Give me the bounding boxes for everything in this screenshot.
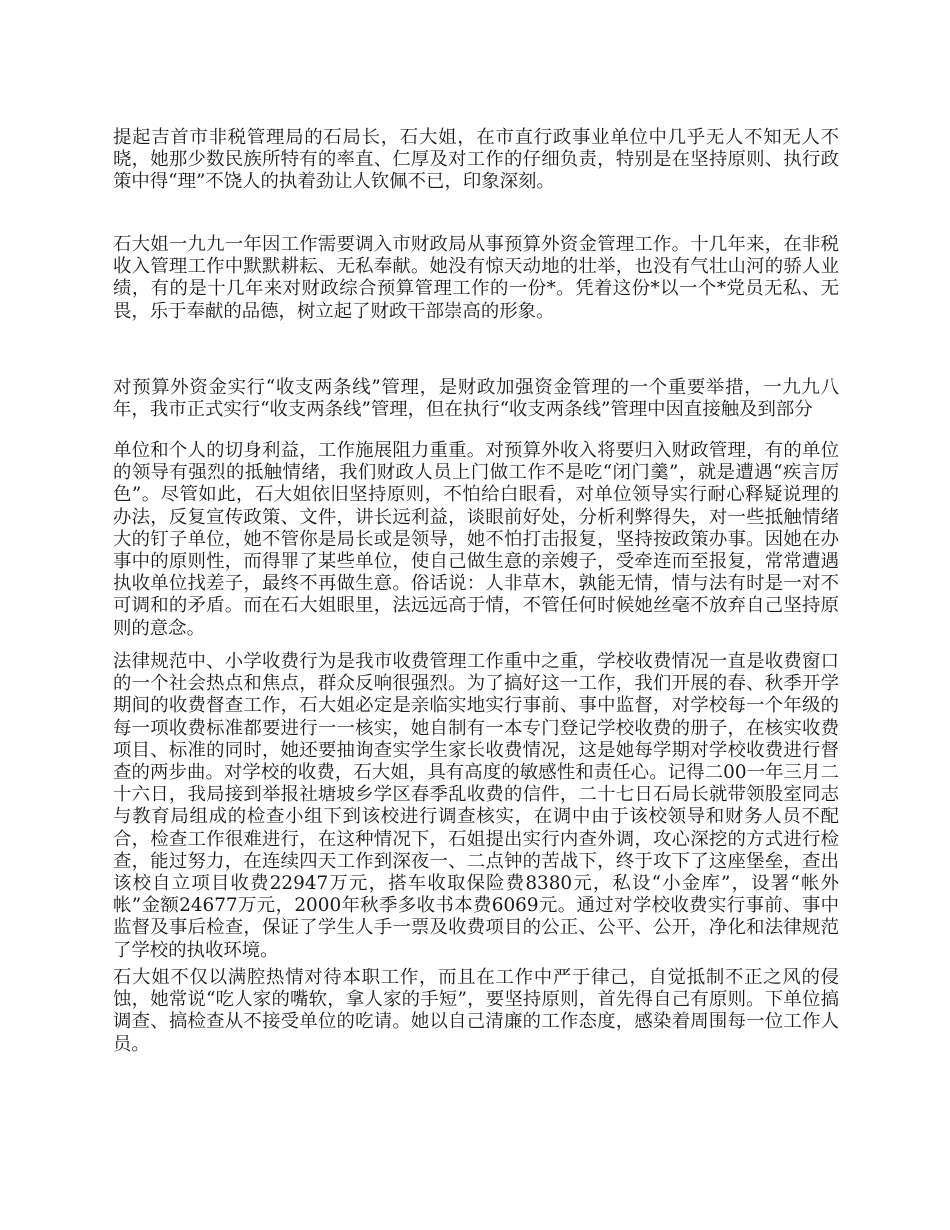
paragraph-school-fees: 法律规范中、小学收费行为是我市收费管理工作重中之重，学校收费情况一直是收费窗口的一个社会热点和焦点，群众反响很强烈。为了搞好这一工作，我们开展的春、秋季开学期间的收费督查工作，石大姐必定是亲临实地实行事前、事中监督，对学校每一个年级的每一项收费标准都要进行一一核实，她自制有一本专门登记学校收费的册子，在核实收费项目、标准的同时，她还要抽询查实学生家长收费情况，这是她每学期对学校收费进行督查的两步曲。对学校的收费，石大姐，具有高度的敏感性和责任心。记得二00一年三月二十六日，我局接到举报社塘坡乡学区春季乱收费的信件，二十七日石局长就带领股室同志与教育局组成的检查小组下到该校进行调查核实，在调中由于该校领导和财务人员不配合，检查工作很难进行，在这种情况下，石姐提出实行内查外调，攻心深挖的方式进行检查，能过努力，在连续四天工作到深夜一、二点钟的苦战下，终于攻下了这座堡垒，查出该校自立项目收费22947万元，搭车收取保险费8380元，私设“小金库”，设署“帐外帐”金额24677万元，2000年秋季多收书本费6069元。通过对学校收费实行事前、事中监督及事后检查，保证了学生人手一票及收费项目的公正、公平、公开，净化和法律规范了学校的执收环境。 [113,651,839,961]
paragraph-resistance: 单位和个人的切身利益，工作施展阻力重重。对预算外收入将要归入财政管理，有的单位的领导有强烈的抵触情绪，我们财政人员上门做工作不是吃“闭门羹”，就是遭遇“疾言厉色”。尽管如此，石大姐依旧坚持原则，不怕给白眼看，对单位领导实行耐心释疑说理的办法，反复宣传政策、文件，讲长远利益，谈眼前好处，分析利弊得失，对一些抵触情绪大的钉子单位，她不管你是局长或是领导，她不怕打击报复，坚持按政策办事。因她在办事中的原则性，而得罪了某些单位，使自己做生意的亲嫂子，受牵连而至报复，常常遭遇执收单位找差子，最终不再做生意。俗话说：人非草木，孰能无情，情与法有时是一对不可调和的矛盾。而在石大姐眼里，法远远高于情，不管任何时候她丝毫不放弃自己坚持原则的意念。 [113,440,839,639]
paragraph-integrity: 石大姐不仅以满腔热情对待本职工作，而且在工作中严于律己，自觉抵制不正之风的侵蚀，她常说“吃人家的嘴软，拿人家的手短”，要坚持原则，首先得自己有原则。下单位搞调查、搞检查从不接受单位的吃请。她以自己清廉的工作态度，感染着周围每一位工作人员。 [113,967,839,1055]
paragraph-career: 石大姐一九九一年因工作需要调入市财政局从事预算外资金管理工作。十几年来，在非税收入管理工作中默默耕耘、无私奉献。她没有惊天动地的壮举，也没有气壮山河的骄人业绩，有的是十几年来对财政综合预算管理工作的一份*。凭着这份*以一个*党员无私、无畏，乐于奉献的品德，树立起了财政干部崇高的形象。 [113,234,839,322]
paragraph-two-lines-policy: 对预算外资金实行“收支两条线”管理，是财政加强资金管理的一个重要举措，一九九八年，我市正式实行“收支两条线”管理，但在执行“收支两条线”管理中因直接触及到部分 [113,377,839,421]
paragraph-intro: 提起吉首市非税管理局的石局长，石大姐，在市直行政事业单位中几乎无人不知无人不晓，她那少数民族所特有的率直、仁厚及对工作的仔细负责，特别是在坚持原则、执行政策中得“理”不饶人的执着劲让人钦佩不已，印象深刻。 [113,127,839,193]
